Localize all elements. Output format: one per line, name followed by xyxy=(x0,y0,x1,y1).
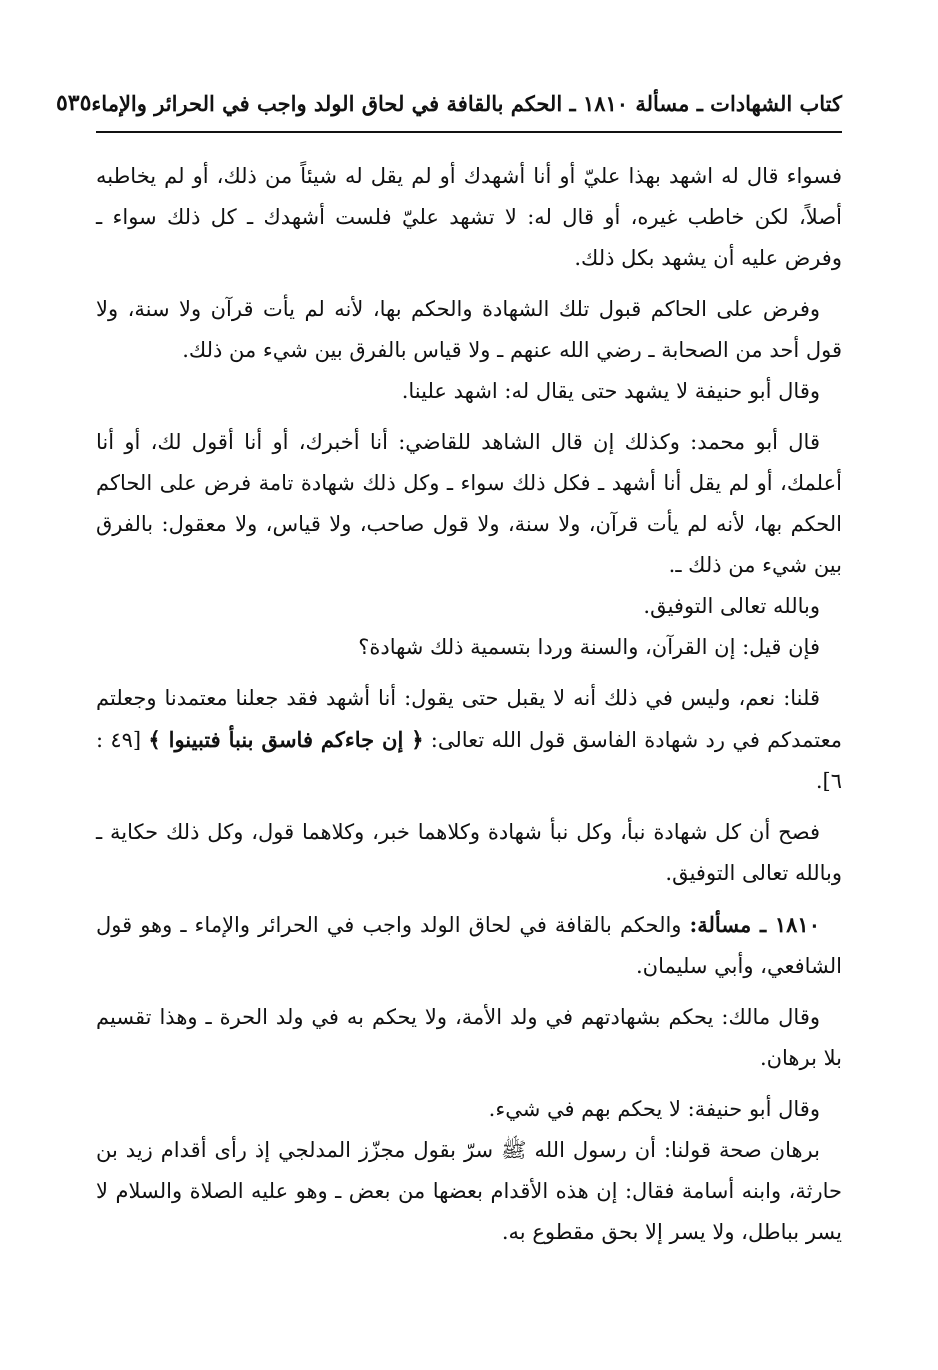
header-divider xyxy=(96,131,842,133)
paragraph: وقال أبو حنيفة: لا يحكم بهم في شيء. xyxy=(488,1097,820,1121)
verse-reference: [٤٩ : ٦]. xyxy=(96,728,842,793)
paragraph: وقال مالك: يحكم بشهادتهم في ولد الأمة، ولا يحكم به في ولد الحرة ـ وهذا تقسيم بلا برهان. xyxy=(96,1005,842,1070)
running-title: كتاب الشهادات ـ مسألة ١٨١٠ ـ الحكم بالقافة في لحاق الولد واجب في الحرائر والإماء xyxy=(91,90,842,116)
paragraph xyxy=(96,678,842,802)
body-text xyxy=(96,156,842,1253)
paragraph: قال أبو محمد: وكذلك إن قال الشاهد للقاضي: أنا أخبرك، أو أنا أقول لك، أو أنا أعلمك، أو لم يقل أنا أشهد ـ فكل ذلك سواء ـ وكل ذلك شهادة تامة فرض على الحاكم الحكم بها، لأنه لم يأت قرآن، ولا سنة، ولا قول صاحب، ولا قياس، ولا معقول: بالفرق بين شيء من ذلك ـ. xyxy=(96,430,842,577)
paragraph-text: قلنا: نعم، وليس في ذلك أنه لا يقبل حتى يقول: أنا أشهد فقد جعلنا معتمدنا وجعلتم معتمدكم في رد شهادة الفاسق قول الله تعالى: xyxy=(96,686,842,752)
paragraph: فسواء قال له اشهد بهذا عليّ أو أنا أشهدك أو لم يقل له شيئاً من ذلك، أو لم يخاطبه أصلاً، لكن خاطب غيره، أو قال له: لا تشهد عليّ فلست أشهدك ـ كل ذلك سواء ـ وفرض عليه أن يشهد بكل ذلك. xyxy=(96,164,842,270)
quran-quote: ﴿ إن جاءكم فاسق بنبأ فتبينوا ﴾ xyxy=(148,727,424,752)
paragraph: وقال أبو حنيفة لا يشهد حتى يقال له: اشهد علينا. xyxy=(401,379,820,403)
paragraph: وبالله تعالى التوفيق. xyxy=(643,594,820,618)
paragraph: فإن قيل: إن القرآن، والسنة وردا بتسمية ذلك شهادة؟ xyxy=(358,635,820,659)
page-number: ٥٣٥ xyxy=(55,90,92,116)
paragraph: فصح أن كل شهادة نبأ، وكل نبأ شهادة وكلاهما خبر، وكلاهما قول، وكل ذلك حكاية ـ وبالله تعالى التوفيق. xyxy=(96,820,842,885)
running-header xyxy=(55,86,842,120)
paragraph: برهان صحة قولنا: أن رسول الله ﷺ سرّ بقول مجزّز المدلجي إذ رأى أقدام زيد بن حارثة، وابنه أسامة فقال: إن هذه الأقدام بعضها من بعض ـ وهو عليه الصلاة والسلام لا يسر بباطل، ولا يسر إلا بحق مقطوع به. xyxy=(96,1138,842,1244)
paragraph xyxy=(96,904,842,987)
paragraph-text: والحكم بالقافة في لحاق الولد واجب في الحرائر والإماء ـ وهو قول الشافعي، وأبي سليمان. xyxy=(96,913,842,978)
paragraph: وفرض على الحاكم قبول تلك الشهادة والحكم بها، لأنه لم يأت قرآن ولا سنة، ولا قول أحد من الصحابة ـ رضي الله عنهم ـ ولا قياس بالفرق بين شيء من ذلك. xyxy=(96,297,842,362)
issue-number: ١٨١٠ ـ مسألة: xyxy=(689,912,820,937)
